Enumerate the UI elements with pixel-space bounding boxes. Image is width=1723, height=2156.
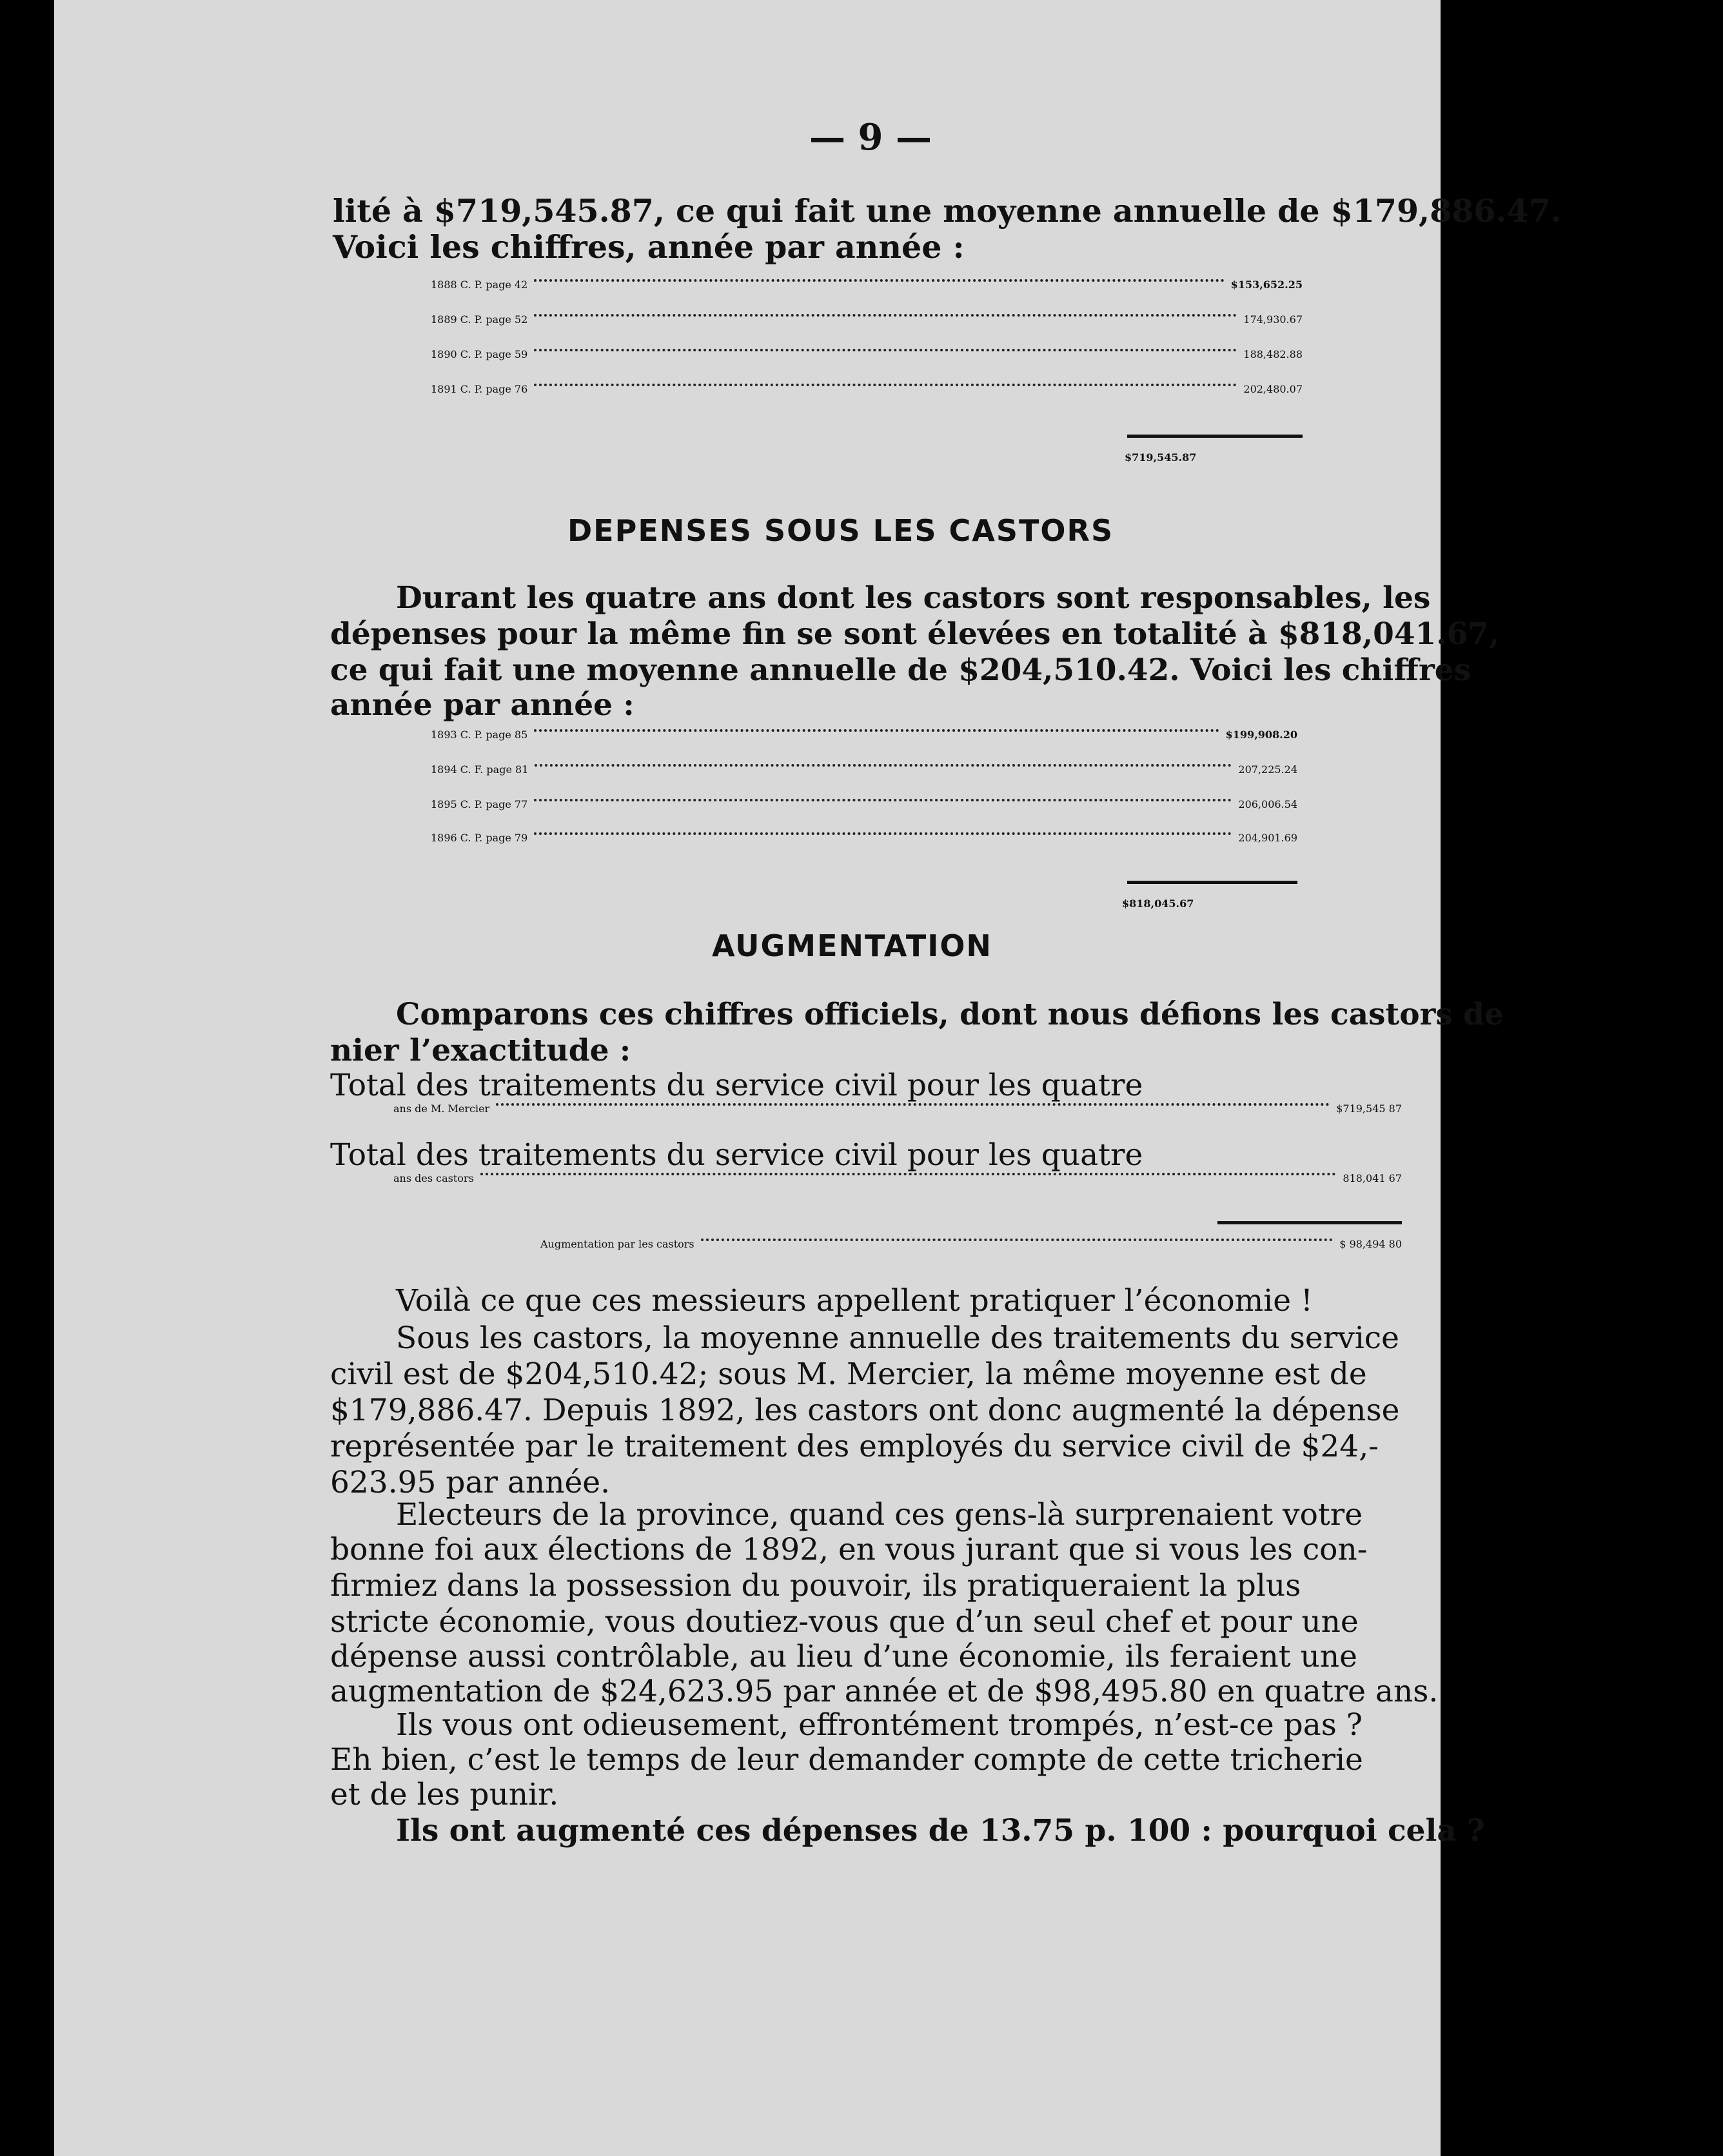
paragraph-line: année par année : (330, 687, 635, 723)
section-heading-augmentation: AUGMENTATION (712, 928, 992, 963)
body-line: firmiez dans la possession du pouvoir, ils pratiqueraient la plus (330, 1568, 1301, 1603)
body-line: et de les punir. (330, 1777, 559, 1812)
table2-row: 1896 C. P. page 79 204,901.69 (431, 832, 1297, 844)
compare-row1: ans de M. Mercier $719,545 87 (393, 1102, 1402, 1115)
paragraph-line: Comparons ces chiffres officiels, dont nous défions les castors de (396, 997, 1504, 1032)
paragraph-line: ce qui fait une moyenne annuelle de $204,510.42. Voici les chiffres (330, 652, 1472, 688)
compare-row2: ans des castors 818,041 67 (393, 1172, 1402, 1184)
table2-total-rule (1127, 881, 1297, 884)
torn-edge-decoration (1541, 135, 1651, 1979)
table1-total: $719,545.87 (1125, 451, 1197, 464)
body-line: Ils ont augmenté ces dépenses de 13.75 p. 100 : pourquoi cela ? (396, 1813, 1485, 1848)
paragraph-line: nier l’exactitude : (330, 1033, 631, 1068)
section-heading-depenses: DEPENSES SOUS LES CASTORS (567, 513, 1114, 548)
body-line: représentée par le traitement des employés du service civil de $24,- (330, 1429, 1379, 1464)
table2-row: 1894 C. F. page 81 207,225.24 (431, 763, 1297, 776)
body-line: 623.95 par année. (330, 1465, 611, 1500)
table1-row: 1889 C. P. page 52 174,930.67 (431, 313, 1303, 326)
paragraph-line: Durant les quatre ans dont les castors sont responsables, les (396, 580, 1431, 616)
table1-row: 1890 C. P. page 59 188,482.88 (431, 348, 1303, 360)
body-line: civil est de $204,510.42; sous M. Mercier, la même moyenne est de (330, 1357, 1367, 1392)
body-line: Voilà ce que ces messieurs appellent pratiquer l’économie ! (396, 1283, 1313, 1318)
table2-row: 1895 C. P. page 77 206,006.54 (431, 798, 1297, 810)
body-line: augmentation de $24,623.95 par année et de $98,495.80 en quatre ans. (330, 1674, 1439, 1709)
intro-line-1: lité à $719,545.87, ce qui fait une moyenne annuelle de $179,886.47. (333, 192, 1562, 230)
body-line: Electeurs de la province, quand ces gens-là surprenaient votre (396, 1497, 1363, 1533)
intro-line-2: Voici les chiffres, année par année : (333, 228, 965, 266)
table1-row: 1888 C. P. page 42 $153,652.25 (431, 279, 1303, 291)
compare-row1-line1: Total des traitements du service civil pour les quatre (330, 1068, 1143, 1103)
body-line: Ils vous ont odieusement, effrontément trompés, n’est-ce pas ? (396, 1707, 1363, 1743)
body-line: dépense aussi contrôlable, au lieu d’une économie, ils feraient une (330, 1639, 1357, 1674)
compare-total-rule (1217, 1221, 1402, 1224)
augmentation-row: Augmentation par les castors $ 98,494 80 (540, 1238, 1402, 1250)
table1-total-rule (1127, 435, 1303, 438)
body-line: $179,886.47. Depuis 1892, les castors ont donc augmenté la dépense (330, 1393, 1400, 1428)
table2-row: 1893 C. P. page 85 $199,908.20 (431, 729, 1297, 741)
body-line: stricte économie, vous doutiez-vous que d’un seul chef et pour une (330, 1604, 1359, 1640)
body-line: Eh bien, c’est le temps de leur demander compte de cette tricherie (330, 1742, 1363, 1778)
table1-row: 1891 C. P. page 76 202,480.07 (431, 383, 1303, 395)
paragraph-line: dépenses pour la même fin se sont élevées en totalité à $818,041.67, (330, 616, 1500, 652)
body-line: bonne foi aux élections de 1892, en vous jurant que si vous les con- (330, 1532, 1368, 1567)
compare-row2-line1: Total des traitements du service civil pour les quatre (330, 1137, 1143, 1173)
page-number: — 9 — (809, 116, 932, 159)
body-line: Sous les castors, la moyenne annuelle des traitements du service (396, 1320, 1399, 1356)
table2-total: $818,045.67 (1122, 897, 1194, 910)
